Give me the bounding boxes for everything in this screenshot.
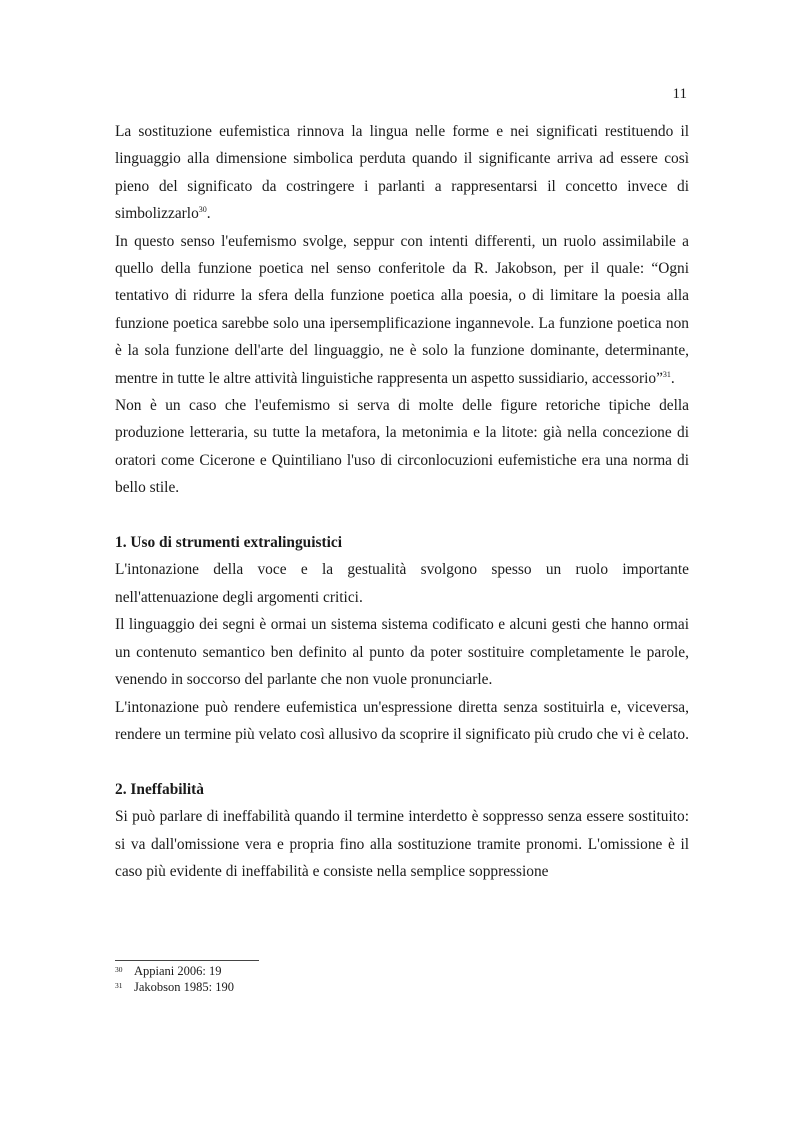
paragraph-2-end: . bbox=[670, 369, 675, 387]
footnote-separator bbox=[115, 960, 259, 961]
paragraph-2 bbox=[115, 228, 689, 392]
footnote-text: Appiani 2006: 19 bbox=[134, 964, 222, 978]
footnote-30 bbox=[115, 964, 689, 980]
section-spacer bbox=[115, 502, 689, 529]
footnote-ref-31[interactable]: 31 bbox=[662, 369, 671, 379]
section-spacer bbox=[115, 748, 689, 775]
body-text bbox=[115, 118, 689, 885]
footnote-text: Jakobson 1985: 190 bbox=[134, 979, 234, 994]
footnote-ref-30[interactable]: 30 bbox=[198, 205, 207, 215]
section-1-heading: 1. Uso di strumenti extralinguistici bbox=[115, 534, 343, 552]
footnote-mark: 31 bbox=[115, 980, 123, 990]
paragraph-1-end: . bbox=[206, 205, 211, 223]
page-number: 11 bbox=[672, 86, 687, 102]
paragraph-1 bbox=[115, 118, 689, 228]
section-2-heading: 2. Ineffabilità bbox=[115, 780, 204, 798]
footnotes bbox=[115, 964, 689, 995]
footnote-mark: 30 bbox=[115, 965, 123, 974]
paragraph-3: Non è un caso che l'eufemismo si serva di molte delle figure retoriche tipiche della produzione letteraria, su tutte la metafora, la metonimia e la litote: già nella concezione di oratori come Cicerone e Quintiliano l'uso di circonlocuzioni eufemistiche era una norma di bello stile. bbox=[115, 397, 689, 497]
section-1-paragraph-1: L'intonazione della voce e la gestualità svolgono spesso un ruolo importante nell'attenuazione degli argomenti critici. bbox=[115, 561, 689, 606]
section-2-paragraph-1: Si può parlare di ineffabilità quando il termine interdetto è soppresso senza essere sostituito: si va dall'omissione vera e propria fino alla sostituzione tramite pronomi. L'omissione è il caso più evidente di ineffabilità e consiste nella semplice soppressione bbox=[115, 808, 689, 880]
section-1-paragraph-2: Il linguaggio dei segni è ormai un sistema sistema codificato e alcuni gesti che hanno ormai un contenuto semantico ben definito al punto da poter sostituire completamente le parole, venendo in soccorso del parlante che non vuole pronunciarle. bbox=[115, 616, 689, 689]
paragraph-1-text: La sostituzione eufemistica rinnova la lingua nelle forme e nei significati restituendo il linguaggio alla dimensione simbolica perduta quando il significante arriva ad essere così pieno del significato da costringere i parlanti a rappresentarsi il concetto invece di simbolizzarlo bbox=[115, 123, 689, 223]
paragraph-2-text: In questo senso l'eufemismo svolge, seppur con intenti differenti, un ruolo assimilabile a quello della funzione poetica nel senso conferitole da R. Jakobson, per il quale: “Ogni tentativo di ridurre la sfera della funzione poetica alla poesia, o di limitare la poesia alla funzione poetica sarebbe solo una ipersemplificazione ingannevole. La funzione poetica non è la sola funzione dell'arte del linguaggio, ne è solo la funzione dominante, determinante, mentre in tutte le altre attività linguistiche rappresenta un aspetto sussidiario, accessorio” bbox=[115, 232, 689, 387]
footnote-31 bbox=[115, 980, 689, 996]
section-1-paragraph-3: L'intonazione può rendere eufemistica un'espressione diretta senza sostituirla e, viceversa, rendere un termine più velato così allusivo da scoprire il significato più crudo che vi è celato. bbox=[115, 698, 689, 743]
